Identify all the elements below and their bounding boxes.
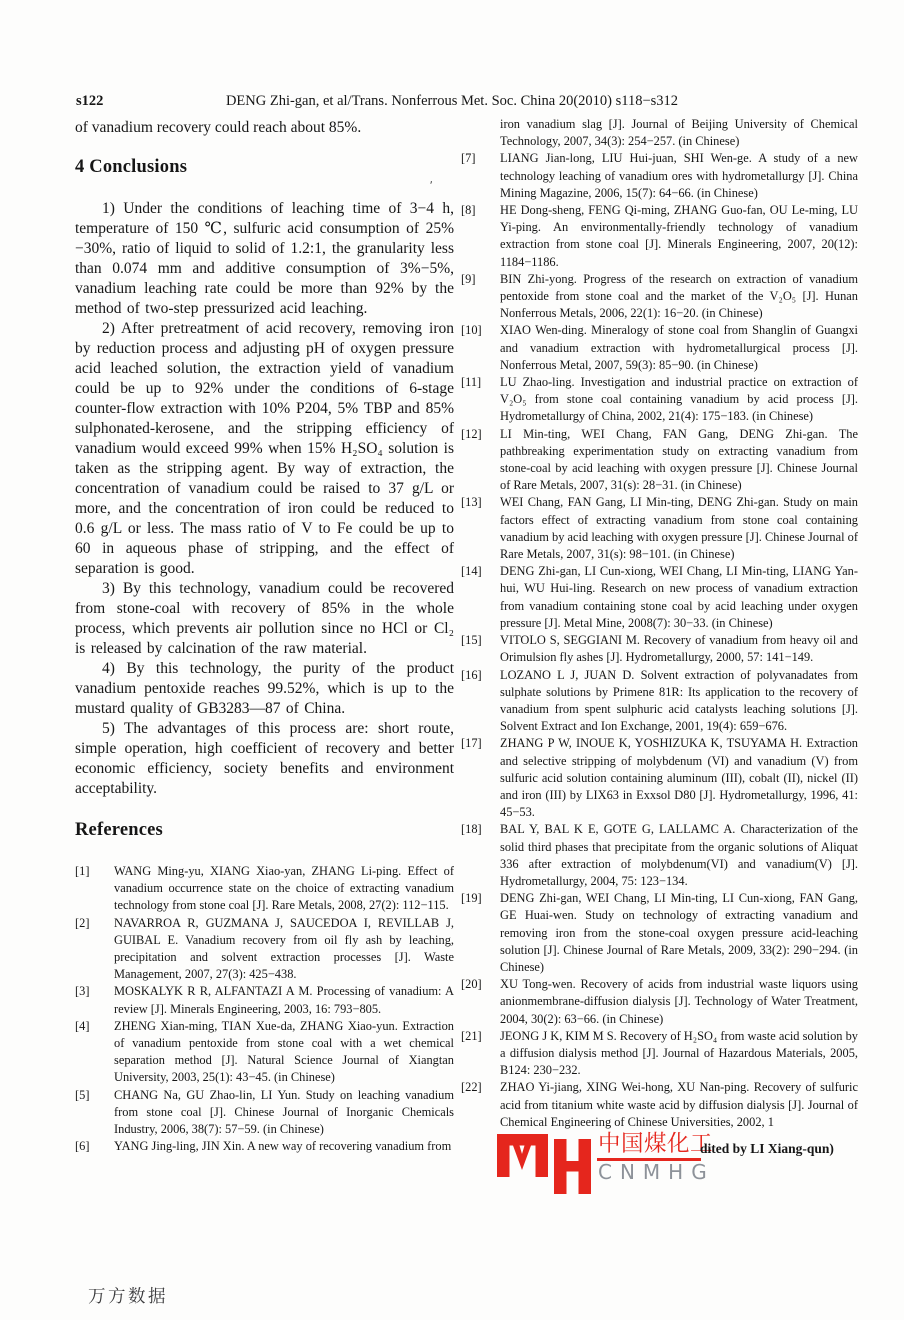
reference-item xyxy=(461,150,858,202)
reference-item xyxy=(461,426,858,495)
reference-text: LIANG Jian-long, LIU Hui-juan, SHI Wen-ge. A study of a new technology leaching of vanadium ores with hydrometallurgy [J]. China Mining Magazine, 2006, 15(7): 64−66. (in Chinese) xyxy=(500,151,858,200)
reference-text: DENG Zhi-gan, WEI Chang, LI Min-ting, LI Cun-xiong, FAN Gang, GE Huai-wen. Study on technology of extracting vanadium and removing iron from the stone-coal oxygen pressure acid-leaching solution [J]. Chinese Journal of Rare Metals, 2009, 33(2): 290−294. (in Chinese) xyxy=(500,891,858,974)
reference-number: [13] xyxy=(461,495,482,510)
reference-text: CHANG Na, GU Zhao-lin, LI Yun. Study on leaching vanadium from stone coal [J]. Chinese Journal of Inorganic Chemicals Industry, 2006, 38(7): 57−59. (in Chinese) xyxy=(114,1087,454,1137)
reference-number: [22] xyxy=(461,1080,482,1095)
left-column xyxy=(75,118,454,1155)
reference-number: [12] xyxy=(461,426,482,441)
reference-number: [16] xyxy=(461,667,482,682)
reference-number: [21] xyxy=(461,1028,482,1043)
reference-text: WANG Ming-yu, XIANG Xiao-yan, ZHANG Li-ping. Effect of vanadium occurrence state on the choice of extracting vanadium technology from stone coal [J]. Rare Metals, 2008, 27(2): 112−115. xyxy=(114,864,454,913)
reference-number: [14] xyxy=(461,564,482,579)
cnmhg-latin-label: CNMHG xyxy=(598,1160,715,1184)
reference-text: JEONG J K, KIM M S. Recovery of H₂SO₄ from waste acid solution by a diffusion dialysis method [J]. Journal of Hazardous Materials, 2005, B124: 230−232. xyxy=(500,1028,858,1078)
references-heading: References xyxy=(75,820,163,840)
reference-item xyxy=(461,976,858,1028)
reference-item xyxy=(461,632,858,666)
reference-number: [1] xyxy=(75,864,90,878)
conclusions-heading: 4 Conclusions xyxy=(75,157,188,177)
reference-item xyxy=(461,563,858,632)
reference-number: [15] xyxy=(461,633,482,648)
conclusion-paragraph: 3) By this technology, vanadium could be recovered from stone-coal with recovery of 85% in the whole process, which prevents air pollution since no HCl or Cl₂ is released by calcination of the raw material. xyxy=(75,580,454,657)
conclusion-paragraph: 5) The advantages of this process are: short route, simple operation, high coefficient of recovery and better economic efficiency, society benefits and environment acceptability. xyxy=(75,720,454,797)
reference-text: HE Dong-sheng, FENG Qi-ming, ZHANG Guo-fan, OU Le-ming, LU Yi-ping. An environmentally-friendly technology of vanadium extraction from stone coal [J]. Minerals Engineering, 2007, 20(12): 1184−1186. xyxy=(500,203,858,269)
reference-number: [7] xyxy=(461,151,476,166)
reference-text: DENG Zhi-gan, LI Cun-xiong, WEI Chang, LI Min-ting, LIANG Yan-hui, WU Hui-ling. Research on new process of vanadium extraction from vanadium containing stone coal by acid leaching under oxygen pressure [J]. Metal Mine, 2008(7): 30−33. (in Chinese) xyxy=(500,564,858,630)
scan-speck: ʹ xyxy=(430,178,433,192)
reference-item xyxy=(461,494,858,563)
reference-number: [11] xyxy=(461,375,482,390)
wanfang-data-mark: 万方数据 xyxy=(88,1287,168,1307)
reference-item xyxy=(461,271,858,323)
reference-item xyxy=(461,1028,858,1080)
reference-item xyxy=(75,1138,454,1155)
reference-item xyxy=(75,983,454,1017)
reference-text: ZHANG P W, INOUE K, YOSHIZUKA K, TSUYAMA H. Extraction and selective stripping of molybdenum (VI) and vanadium (V) from sulfuric acid solution containing aluminum (III), cobalt (II), nickel (II) and iron (III) by LIX63 in Exxsol D80 [J]. Hydrometallurgy, 1996, 41: 45−53. xyxy=(500,736,858,820)
reference-item xyxy=(461,374,858,426)
reference-text: ZHENG Xian-ming, TIAN Xue-da, ZHANG Xiao-yun. Extraction of vanadium pentoxide from stone coal with a wet chemical separation method [J]. Natural Science Journal of Xiangtan University, 2003, 25(1): 43−45. (in Chinese) xyxy=(114,1018,454,1085)
reference-number: [3] xyxy=(75,984,90,999)
references-list-right xyxy=(461,150,858,1131)
running-head-citation: DENG Zhi-gan, et al/Trans. Nonferrous Met. Soc. China 20(2010) s118−s312 xyxy=(225,93,679,109)
conclusion-paragraph: 2) After pretreatment of acid recovery, removing iron by reduction process and adjusting pH of oxygen pressure acid leached solution, the extraction yield of vanadium could be up to 92% under the conditions of 6-stage counter-flow extraction with 10% P204, 5% TBP and 85% sulphonated-kerosene, and the stripping efficiency of vanadium would exceed 99% when 15% H₂SO₄ solution is taken as the stripping agent. By way of extraction, the concentration of vanadium could be raised to 37 g/L or more, and the concentration of iron could be reduced to 0.6 g/L or less. The mass ratio of V to Fe could be up to 60 in aqueous phase of stripping, and the effect of separation is good. xyxy=(75,320,454,577)
reference-text: ZHAO Yi-jiang, XING Wei-hong, XU Nan-ping. Recovery of sulfuric acid from titanium white waste acid by diffusion dialysis [J]. Journal of Chemical Engineering of Chinese Universities, 2002, 1 xyxy=(500,1080,858,1129)
reference-item xyxy=(75,1018,454,1087)
reference-text: BIN Zhi-yong. Progress of the research on extraction of vanadium pentoxide from stone coal and the market of the V₂O₅ [J]. Hunan Nonferrous Metals, 2006, 22(1): 16−20. (in Chinese) xyxy=(500,271,858,321)
reference-text: LOZANO L J, JUAN D. Solvent extraction of polyvanadates from sulphate solutions by Primene 81R: Its application to the recovery of vanadium from spent sulphuric acid catalysts leaching solutions [J]. Solvent Extract and Ion Exchange, 2001, 19(4): 659−676. xyxy=(500,667,858,734)
page-number: s122 xyxy=(76,93,104,109)
cnmhg-chinese-label: 中国煤化工 xyxy=(598,1131,714,1157)
reference-continuation: iron vanadium slag [J]. Journal of Beijing University of Chemical Technology, 2007, 34(3): 254−257. (in Chinese) xyxy=(500,117,858,149)
reference-item xyxy=(75,863,454,915)
reference-text: LI Min-ting, WEI Chang, FAN Gang, DENG Zhi-gan. The pathbreaking experimentation study on extracting vanadium from stone-coal by acid leaching with oxygen pressure [J]. Chinese Journal of Rare Metals, 2007, 31(s): 28−31. (in Chinese) xyxy=(500,426,858,493)
reference-item xyxy=(75,1087,454,1139)
conclusion-paragraph: 4) By this technology, the purity of the product vanadium pentoxide reaches 99.52%, which is up to the mustard quality of GB3283—87 of China. xyxy=(75,660,454,717)
conclusion-paragraph: 1) Under the conditions of leaching time of 3−4 h, temperature of 150 ℃, sulfuric acid consumption of 25%−30%, ratio of liquid to solid of 1.2:1, the granularity less than 0.074 mm and additive consumption of 3%−5%, vanadium leaching rate could be more than 92% by the method of two-step pressurized acid leaching. xyxy=(75,200,454,317)
reference-number: [9] xyxy=(461,271,476,286)
reference-item xyxy=(461,667,858,736)
reference-item xyxy=(461,202,858,271)
lead-sentence: of vanadium recovery could reach about 85%. xyxy=(75,119,362,136)
reference-item xyxy=(461,821,858,890)
reference-number: [4] xyxy=(75,1018,90,1033)
reference-number: [6] xyxy=(75,1139,90,1154)
right-column xyxy=(461,116,858,1131)
reference-text: XU Tong-wen. Recovery of acids from industrial waste liquors using anionmembrane-diffusion dialysis [J]. Technology of Water Treatment, 2004, 30(2): 63−66. (in Chinese) xyxy=(500,977,858,1026)
reference-text: MOSKALYK R R, ALFANTAZI A M. Processing of vanadium: A review [J]. Minerals Engineering, 2003, 16: 793−805. xyxy=(114,984,454,1016)
reference-number: [8] xyxy=(461,203,476,218)
reference-item xyxy=(75,915,454,984)
reference-number: [20] xyxy=(461,977,482,992)
reference-item xyxy=(461,890,858,976)
reference-text: VITOLO S, SEGGIANI M. Recovery of vanadium from heavy oil and Orimulsion fly ashes [J]. Hydrometallurgy, 2000, 57: 141−149. xyxy=(500,633,858,665)
reference-item xyxy=(461,735,858,821)
reference-number: [10] xyxy=(461,323,482,338)
edited-by-credit: dited by LI Xiang-qun) xyxy=(700,1141,834,1156)
reference-text: NAVARROA R, GUZMANA J, SAUCEDOA I, REVILLAB J, GUIBAL E. Vanadium recovery from oil fly ash by leaching, precipitation and solvent extraction processes [J]. Waste Management, 2007, 27(3): 425−438. xyxy=(114,915,454,982)
conclusions-paragraphs xyxy=(75,199,454,799)
reference-number: [19] xyxy=(461,891,482,906)
reference-text: WEI Chang, FAN Gang, LI Min-ting, DENG Zhi-gan. Study on main factors effect of extracting vanadium from stone coal containing vanadium by acid leaching with oxygen pressure [J]. Chinese Journal of Rare Metals, 2007, 31(s): 98−101. (in Chinese) xyxy=(500,495,858,562)
references-list-left xyxy=(75,863,454,1155)
reference-item xyxy=(461,1079,858,1131)
reference-number: [5] xyxy=(75,1087,90,1102)
reference-number: [17] xyxy=(461,736,482,751)
reference-text: BAL Y, BAL K E, GOTE G, LALLAMC A. Characterization of the solid third phases that precipitate from the organic solutions of Aliquat 336 after extraction of molybdenum(VI) and vanadium(V) [J]. Hydrometallurgy, 2004, 75: 123−134. xyxy=(500,822,858,888)
reference-number: [18] xyxy=(461,822,482,837)
reference-text: XIAO Wen-ding. Mineralogy of stone coal from Shanglin of Guangxi and vanadium extraction with hydrometallurgical process [J]. Nonferrous Metal, 2007, 59(3): 85−90. (in Chinese) xyxy=(500,323,858,372)
reference-number: [2] xyxy=(75,915,90,930)
reference-text: YANG Jing-ling, JIN Xin. A new way of recovering vanadium from xyxy=(114,1139,452,1154)
reference-text: LU Zhao-ling. Investigation and industrial practice on extraction of V₂O₅ from stone coal containing vanadium by acid process [J]. Hydrometallurgy of China, 2002, 21(4): 175−183. (in Chinese) xyxy=(500,375,858,424)
reference-item xyxy=(461,322,858,374)
cnmhg-monogram-icon xyxy=(497,1132,591,1194)
